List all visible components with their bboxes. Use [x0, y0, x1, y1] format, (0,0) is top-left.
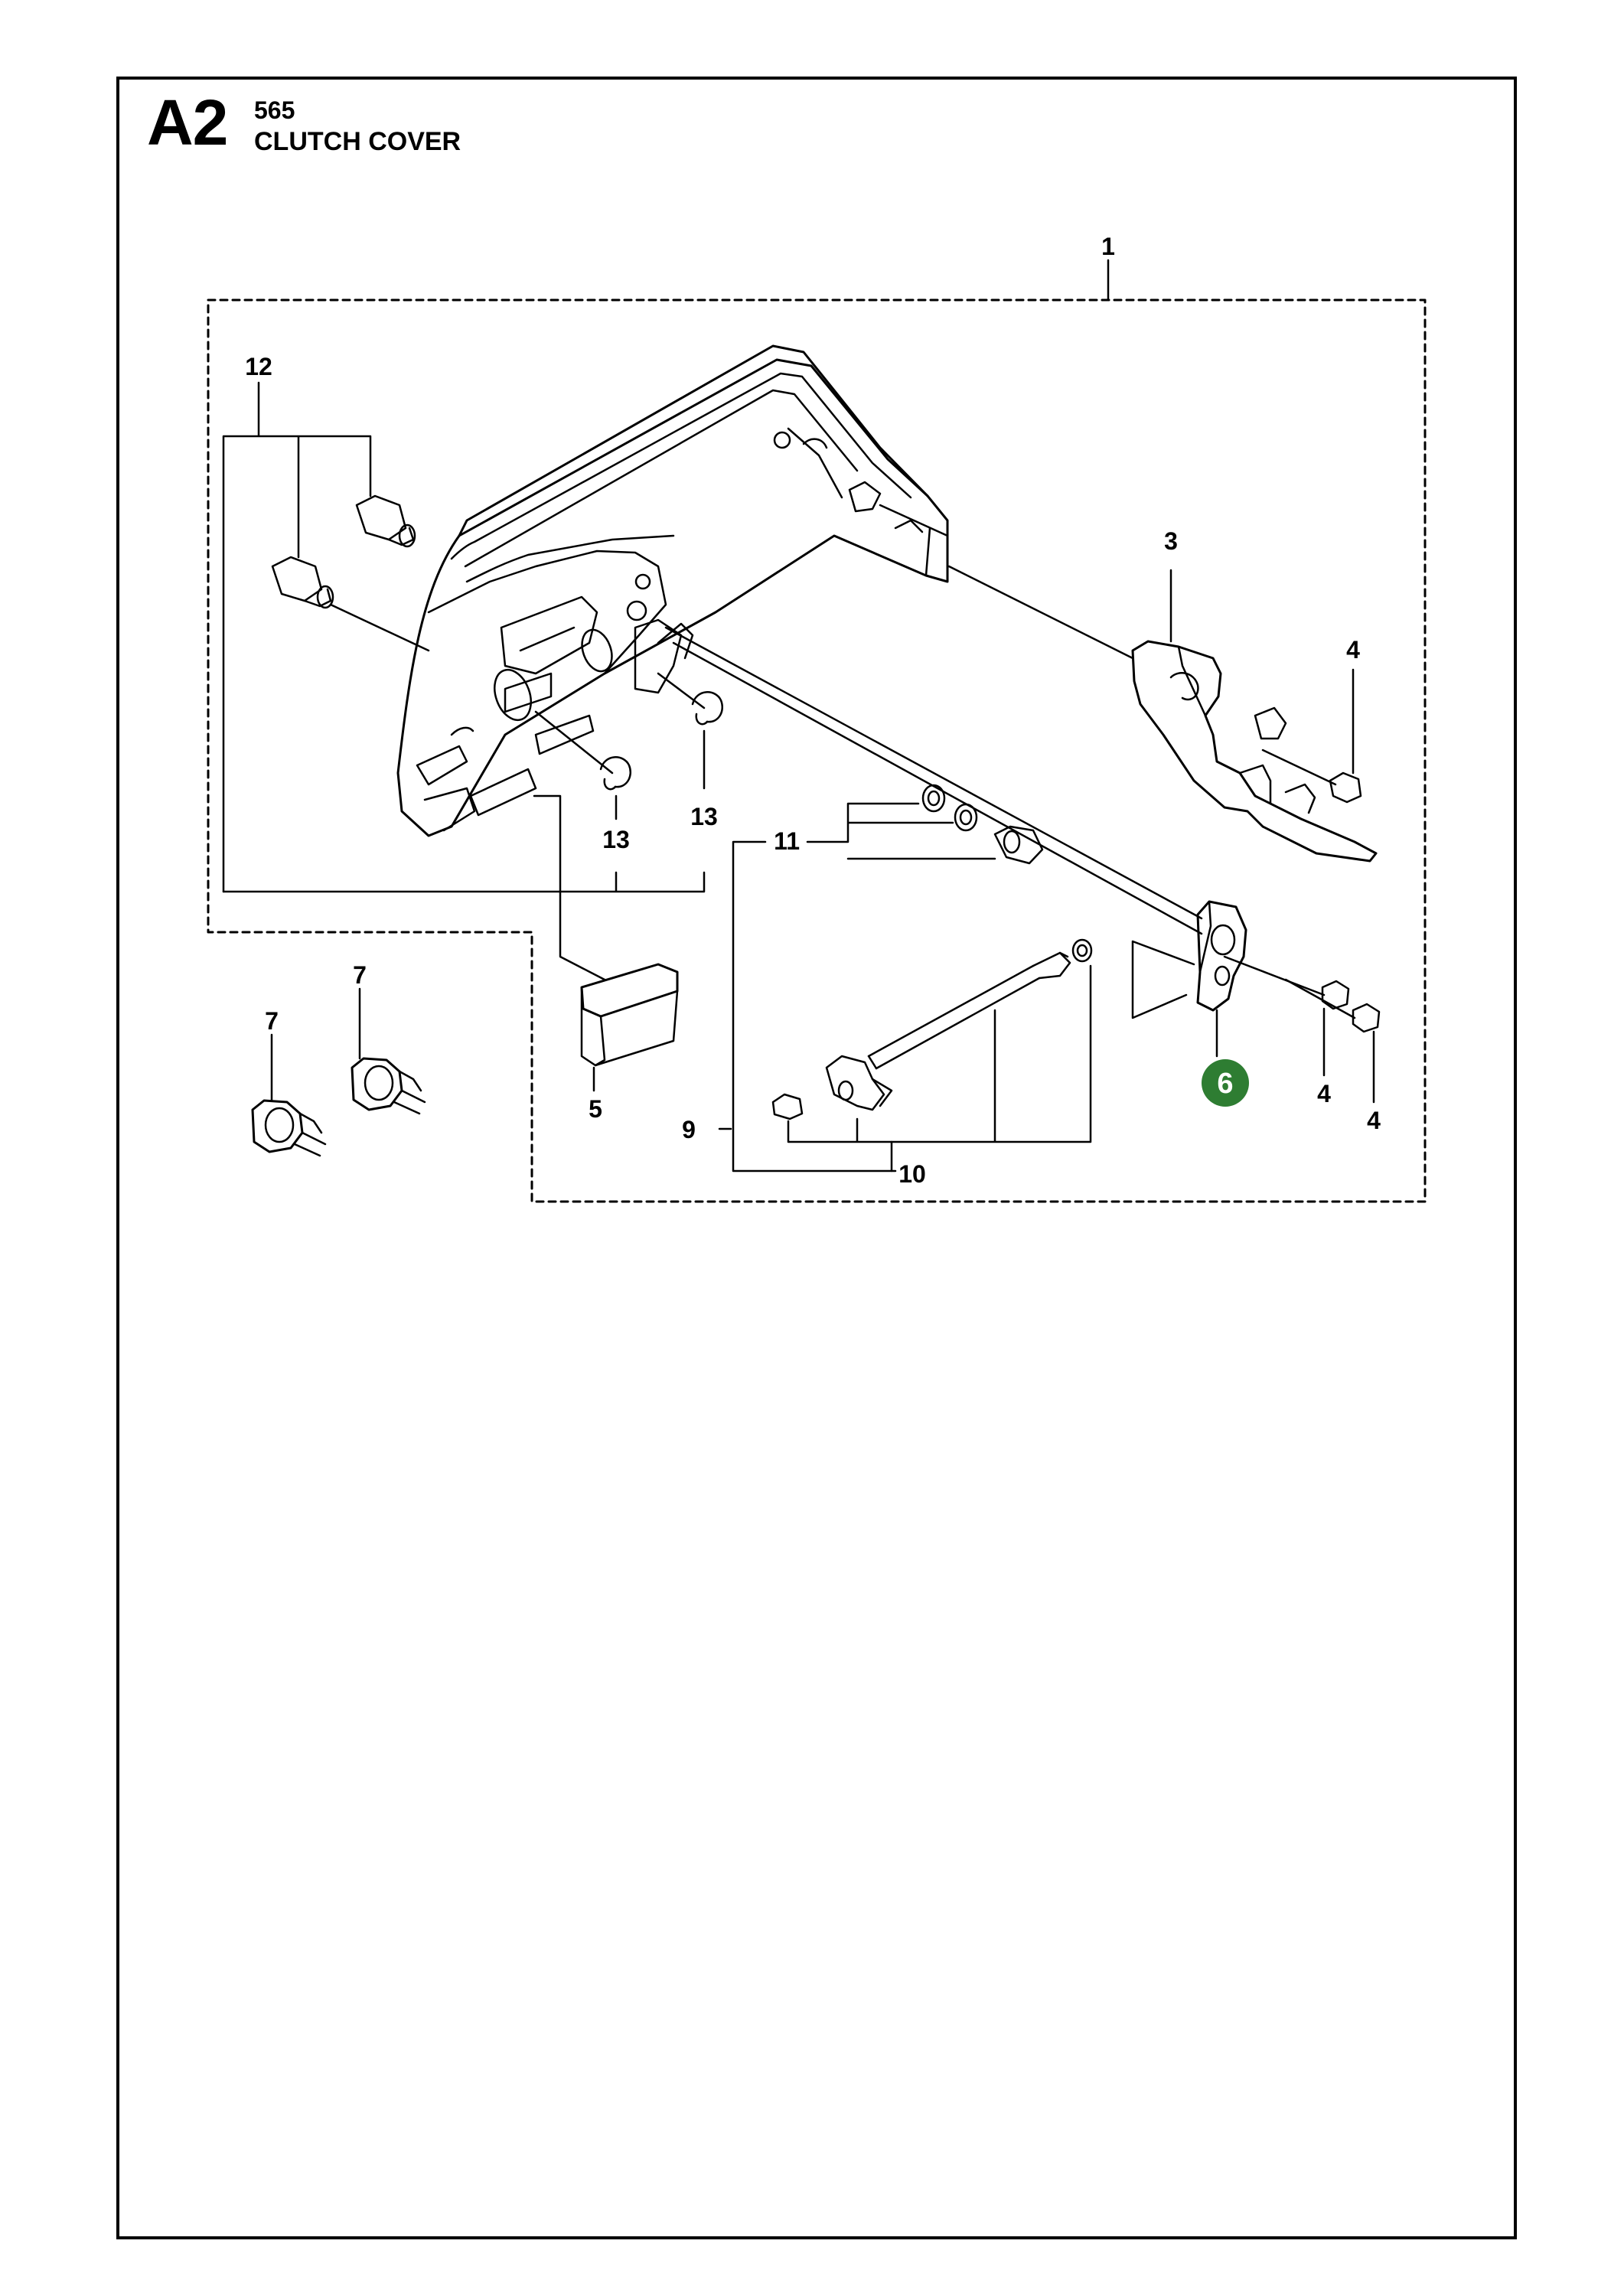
- leader-13-b-shaft: [658, 673, 704, 708]
- screw-4-b: [1225, 957, 1348, 1009]
- callout-5: 5: [589, 1095, 602, 1123]
- callout-7-b: 7: [353, 961, 367, 989]
- callout-9: 9: [682, 1116, 696, 1143]
- callout-7-a: 7: [265, 1007, 279, 1035]
- leader-5: [534, 796, 605, 1091]
- clutch-cover-body: [398, 346, 947, 836]
- callout-1: 1: [1101, 233, 1115, 260]
- leader-13-bottom: [223, 872, 704, 892]
- rubber-pad-5: [582, 964, 677, 1065]
- leader-12-b: [331, 605, 429, 651]
- leader-3-shaft: [949, 566, 1133, 658]
- chain-guide-plate-3: [1133, 641, 1376, 861]
- tensioner-nut-10: [827, 1056, 892, 1110]
- leader-12: [223, 383, 370, 892]
- callout-4-b: 4: [1317, 1080, 1331, 1107]
- callout-11: 11: [774, 827, 800, 855]
- assembly-boundary: [208, 300, 1425, 1202]
- leader-6-bracket: [1133, 941, 1194, 1018]
- circlip-13-b: [693, 692, 722, 724]
- plug-7-a: [253, 1101, 325, 1156]
- section-code: A2: [147, 86, 228, 158]
- tensioner-block-6: [1198, 902, 1246, 1010]
- screw-4-c: [1286, 980, 1379, 1032]
- tensioner-rod-line-2: [673, 643, 1202, 934]
- leader-9: [733, 842, 895, 1171]
- callout-10: 10: [898, 1160, 926, 1188]
- callout-4-a: 4: [1346, 636, 1360, 664]
- nut-12-b: [272, 557, 333, 608]
- callout-4-c: 4: [1367, 1107, 1381, 1134]
- plug-7-b: [352, 1058, 425, 1114]
- tensioner-nut-10-small: [773, 1094, 802, 1119]
- circlip-13-a: [601, 757, 631, 789]
- callout-13-a: 13: [602, 826, 630, 853]
- section-title: CLUTCH COVER: [254, 127, 461, 156]
- washer-11-a: [923, 785, 944, 811]
- callout-12: 12: [245, 353, 272, 380]
- leader-10: [788, 966, 1091, 1142]
- model-number: 565: [254, 96, 295, 124]
- tensioner-rod-line: [666, 628, 1202, 918]
- callout-3: 3: [1164, 527, 1178, 555]
- nut-12-a: [357, 496, 415, 546]
- callout-6: 6: [1217, 1068, 1234, 1100]
- callout-13-b: 13: [690, 803, 718, 830]
- tensioner-screw-10: [869, 940, 1091, 1068]
